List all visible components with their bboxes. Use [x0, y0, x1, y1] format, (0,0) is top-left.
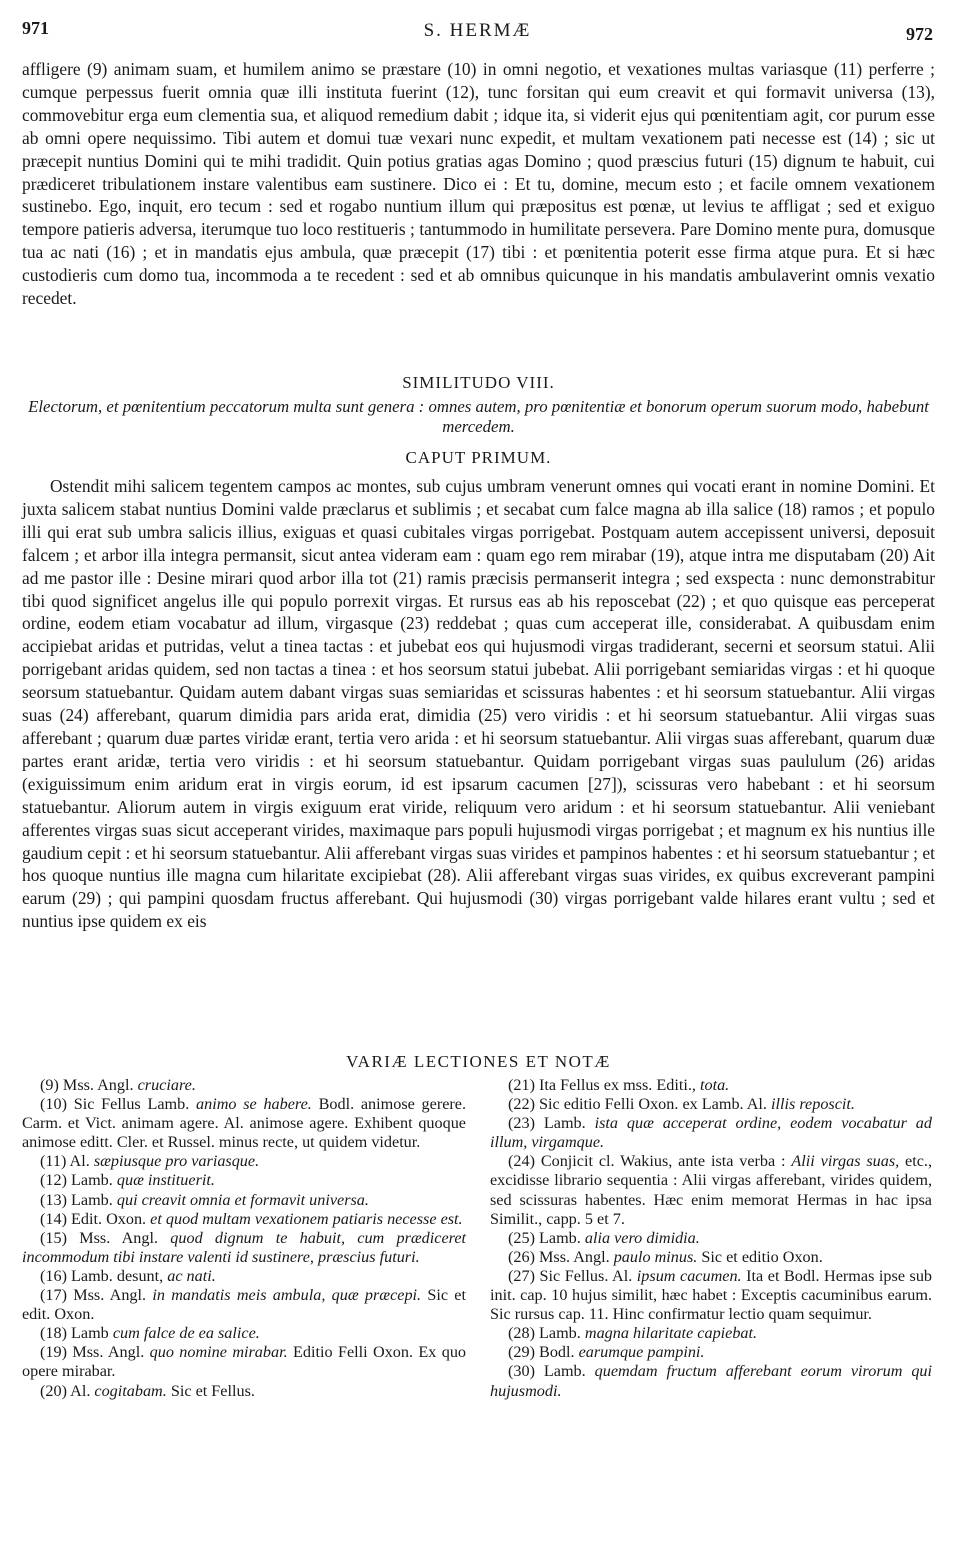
note-text: Bodl. — [539, 1343, 575, 1362]
note-variant: ipsum cacumen. — [636, 1266, 742, 1285]
note-number: (19) — [40, 1343, 67, 1362]
note-number: (22) — [508, 1095, 535, 1114]
note-number: (28) — [508, 1324, 535, 1343]
similitudo-heading: SIMILITUDO VIII. — [402, 373, 555, 392]
note-variant: quemdam fructum afferebant eorum virorum qui hujusmodi. — [490, 1362, 933, 1400]
paragraph-continuation: affligere (9) animam suam, et humilem animo se præstare (10) in omni negotio, et vexationes multas variasque (11) perferre ; cumque perpessus fuerit omnia quæ illi instituta fuerint (12), tunc forsitan qui eum creavit et qui formavit universa (13), commovebitur erga eum clementia sua, et aliquod remedium dabit ; idque ita, si viderit ejus qui pœnitentiam agit, cor purum esse ab omni opere nequissimo. Tibi autem et domui tuæ vexari nunc expedit, et multam vexationem pati necesse est (14) ; sic ut præcepit nuntius Domini qui te mihi tradidit. Quin potius gratias agas Domino ; quod præscius futuri (15) dignum te habuit, cui prædiceret tribulationem instare valentibus eam sustinere. Dico ei : Et tu, domine, mecum esto ; et facile omnem vexationem sustinebo. Ego, inquit, ero tecum : sed et rogabo nuntium illum qui præpositus est pœnæ, ut levius te affligat ; sed et exiguo tempore patieris adversa, iterumque tuo loco restitueris ; tantummodo in humilitate persevera. Pare Domino mente pura, domusque tua ac nati (16) ; et in mandatis ejus ambula, quæ præcepit (17) tibi : et pœnitentia poterit esse firma atque pura. Et si hæc custodieris cum domo tua, incommoda a te recedent : sed et ab omnibus quicunque in his mandatis ambulaverint omnis vexatio recedet. — [22, 59, 935, 309]
running-header — [22, 18, 933, 48]
note-text: Mss. Angl. — [62, 1076, 134, 1094]
running-title: S. HERMÆ — [423, 20, 532, 41]
note-number: (17) — [40, 1286, 67, 1305]
note-text: Mss. Angl. — [73, 1286, 147, 1305]
caput-heading: CAPUT PRIMUM. — [405, 448, 552, 467]
note-entry — [22, 1286, 466, 1324]
note-entry — [490, 1267, 932, 1324]
note-number: (20) — [40, 1381, 67, 1400]
notes-column-left — [22, 1076, 466, 1401]
note-text: Lamb — [71, 1324, 109, 1343]
note-variant: cum falce de ea salice. — [112, 1324, 260, 1343]
note-entry — [22, 1171, 466, 1190]
note-number: (27) — [508, 1266, 535, 1285]
note-text: Lamb. — [539, 1228, 581, 1247]
note-remark: Sic et edit. Oxon. — [22, 1286, 466, 1324]
note-number: (9) — [40, 1076, 59, 1094]
note-number: (11) — [40, 1152, 67, 1171]
note-text: Al. — [70, 1381, 91, 1400]
note-number: (18) — [40, 1324, 67, 1343]
note-variant: quo nomine mirabar. — [149, 1343, 288, 1362]
note-entry — [22, 1095, 466, 1152]
note-variant: paulo minus. — [613, 1247, 698, 1266]
note-number: (29) — [508, 1343, 535, 1362]
note-text: Sic editio Felli Oxon. ex Lamb. Al. — [539, 1095, 767, 1114]
note-remark: Editio Felli Oxon. Ex quo opere mirabar. — [22, 1343, 467, 1381]
note-entry — [22, 1343, 466, 1381]
note-variant: quæ instituerit. — [116, 1171, 215, 1190]
note-variant: animo se habere. — [196, 1095, 312, 1114]
body-text-caput — [22, 475, 935, 933]
note-entry — [22, 1076, 466, 1095]
note-text: Lamb. — [539, 1324, 581, 1343]
note-number: (10) — [40, 1095, 67, 1114]
note-number: (25) — [508, 1228, 535, 1247]
note-entry — [490, 1076, 932, 1095]
notes-column-right — [490, 1076, 932, 1401]
note-text: Mss. Angl. — [539, 1247, 610, 1266]
note-text: Sic Fellus. Al. — [539, 1266, 633, 1285]
note-text: Conjicit cl. Wakius, ante ista verba : — [540, 1152, 786, 1171]
note-remark: Sic et Fellus. — [170, 1381, 255, 1400]
note-entry — [22, 1229, 466, 1267]
note-variant: magna hilaritate capiebat. — [584, 1324, 758, 1343]
note-entry — [490, 1114, 932, 1152]
note-variant: quod dignum te habuit, cum prædiceret incommodum tibi instare valenti id sustinere, præscius futuri. — [22, 1228, 467, 1266]
note-text: Lamb. — [543, 1114, 586, 1133]
note-variant: sæpiusque pro variasque. — [93, 1152, 260, 1171]
note-entry — [22, 1152, 466, 1171]
note-number: (14) — [40, 1209, 67, 1228]
note-text: Lamb. desunt, — [71, 1266, 164, 1285]
note-entry — [490, 1229, 932, 1248]
note-variant: Alii virgas suas, — [791, 1152, 900, 1171]
note-entry — [22, 1324, 466, 1343]
note-text: Edit. Oxon. — [71, 1209, 147, 1228]
note-variant: illis reposcit. — [771, 1095, 855, 1114]
notes-heading: VARIÆ LECTIONES ET NOTÆ — [346, 1052, 611, 1071]
note-entry — [22, 1210, 466, 1229]
note-number: (30) — [508, 1362, 535, 1381]
note-remark: Bodl. animose gerere. Carm. et Vict. animam agere. Al. animose agere. Exhibent quoque animose editt. Cler. et Russel. minus recte, ut quidem videtur. — [22, 1095, 467, 1152]
note-entry — [490, 1248, 932, 1267]
note-variant: qui creavit omnia et formavit universa. — [116, 1190, 369, 1209]
note-variant: cruciare. — [137, 1076, 196, 1094]
note-text: Mss. Angl. — [72, 1343, 145, 1362]
paragraph-caput-primum: Ostendit mihi salicem tegentem campos ac montes, sub cujus umbram venerunt omnes qui vocati erant in nomine Domini. Et juxta salicem stabat nuntius Domini valde præclarus et sublimis ; et secabat cum falce magna ab illa salice (18) ramos ; et populo illi qui erat sub umbra salicis illius, exiguas et quasi cubitales virgas porrigebat. Postquam autem accepissent universi, deposuit falcem ; et arbor illa integra permansit, sicut antea videram eam : quam ego rem mirabar (19), atque intra me disputabam (20) Ait ad me pastor ille : Desine mirari quod arbor illa tot (21) ramis præcisis permanserit integra ; sed exspecta : nunc demonstrabitur tibi quod significet angelus ille qui populo porrexit virgas. Et rursus eas ab his reposcebat (22) ; et quo quisque eas perceperat ordine, eodem etiam vocabatur ad illum, virgasque (23) reddebat ; quas cum acceperat ille, considerabat. A quibusdam enim accipiebat aridas et putridas, velut a tinea tactas : et jubebat eos qui hujusmodi virgas tradiderant, secerni et seorsum statui. Alii porrigebant aridas quidem, sed non tactas a tinea : et hos seorsum statui jubebat. Alii porrigebant semiaridas virgas : et hi quoque seorsum statuebantur. Quidam autem dabant virgas suas semiaridas et scissuras habentes : et hi seorsum statuebantur. Alii virgas suas (24) afferebant, quarum dimidia pars arida erat, dimidia (25) vero viridis : et hi seorsum statuebantur. Alii virgas suas afferebant ; quarum duæ partes viridæ erant, tertia vero arida : et hi seorsum statuebantur. Alii virgas suas afferebant, quarum duæ partes erant aridæ, tertia vero viridis : et hi seorsum statuebantur. Quidam porrigebant virgas suas paululum (26) aridas (exiguissimum enim aridum erat in virgis eorum, id est ipsarum cacumen [27]), scissuras vero habebant : et hi seorsum statuebantur. Aliorum autem in virgis exiguum erat viride, reliquum vero aridum : et hi seorsum statuebantur. Alii veniebant afferentes virgas suas sicut acceperant virides, maximaque pars populi hujusmodi virgas porrigebat ; et magnum ex his nuntius ille gaudium cepit : et hi seorsum statuebantur. Alii afferebant virgas suas virides et pampinos habentes : et hi seorsum statuebantur ; et hos quoque nuntius ille magna cum hilaritate excipiebat (28). Alii afferebant virgas suas virides, ex quibus excreverant pampini earum (29) ; qui pampini quosdam fructus afferebant. Qui hujusmodi (30) virgas porrigebant valde hilares erant vultu ; sed et nuntius ipse quidem ex eis — [22, 476, 935, 932]
note-remark: etc., excidisse librario sequentia : Alii virgas afferebant, virides quidem, sed scissuras habentes. Hæc enim memorat Hermas in hac ipsa Similit., capp. 5 et 7. — [490, 1152, 932, 1228]
note-entry — [22, 1382, 466, 1401]
note-variant: cogitabam. — [94, 1381, 167, 1400]
similitudo-summary: Electorum, et pœnitentium peccatorum multa sunt genera : omnes autem, pro pœnitentiæ et bonorum operum suorum modo, habebunt mercedem. — [28, 397, 929, 436]
note-entry — [22, 1191, 466, 1210]
note-entry — [490, 1324, 932, 1343]
note-remark: Sic et editio Oxon. — [701, 1247, 823, 1266]
note-number: (23) — [508, 1114, 535, 1133]
note-number: (15) — [40, 1228, 67, 1247]
note-variant: et quod multam vexationem patiaris necesse est. — [150, 1209, 463, 1228]
note-text: Lamb. — [543, 1362, 586, 1381]
note-number: (16) — [40, 1266, 67, 1285]
note-number: (21) — [508, 1076, 535, 1094]
note-entry — [490, 1362, 932, 1400]
note-text: Lamb. — [71, 1171, 113, 1190]
note-variant: ista quæ acceperat ordine, eodem vocabatur ad illum, virgamque. — [490, 1114, 932, 1152]
note-variant: ac nati. — [167, 1266, 216, 1285]
note-variant: tota. — [699, 1076, 730, 1094]
note-number: (26) — [508, 1247, 535, 1266]
note-number: (24) — [508, 1152, 535, 1171]
note-text: Lamb. — [71, 1190, 113, 1209]
note-text: Ita Fellus ex mss. Editi., — [539, 1076, 696, 1094]
note-number: (13) — [40, 1190, 67, 1209]
note-text: Sic Fellus Lamb. — [73, 1095, 190, 1114]
body-text-continued — [22, 58, 935, 310]
note-variant: earumque pampini. — [578, 1343, 705, 1362]
note-entry — [22, 1267, 466, 1286]
page-number-right: 972 — [906, 24, 933, 44]
note-variant: alia vero dimidia. — [584, 1228, 700, 1247]
note-entry — [490, 1095, 932, 1114]
page-number-left: 971 — [22, 18, 49, 38]
note-entry — [490, 1343, 932, 1362]
note-remark: Ita et Bodl. Hermas ipse sub init. cap. 10 hujus similit, hæc habet : Exceptis cacuminibus earum. Sic rursus cap. 11. Hinc confirmatur lectio quam sequimur. — [490, 1266, 933, 1324]
note-variant: in mandatis meis ambula, quæ præcepi. — [152, 1286, 422, 1305]
note-text: Al. — [69, 1152, 90, 1171]
note-number: (12) — [40, 1171, 67, 1190]
note-text: Mss. Angl. — [79, 1228, 159, 1247]
note-entry — [490, 1152, 932, 1228]
